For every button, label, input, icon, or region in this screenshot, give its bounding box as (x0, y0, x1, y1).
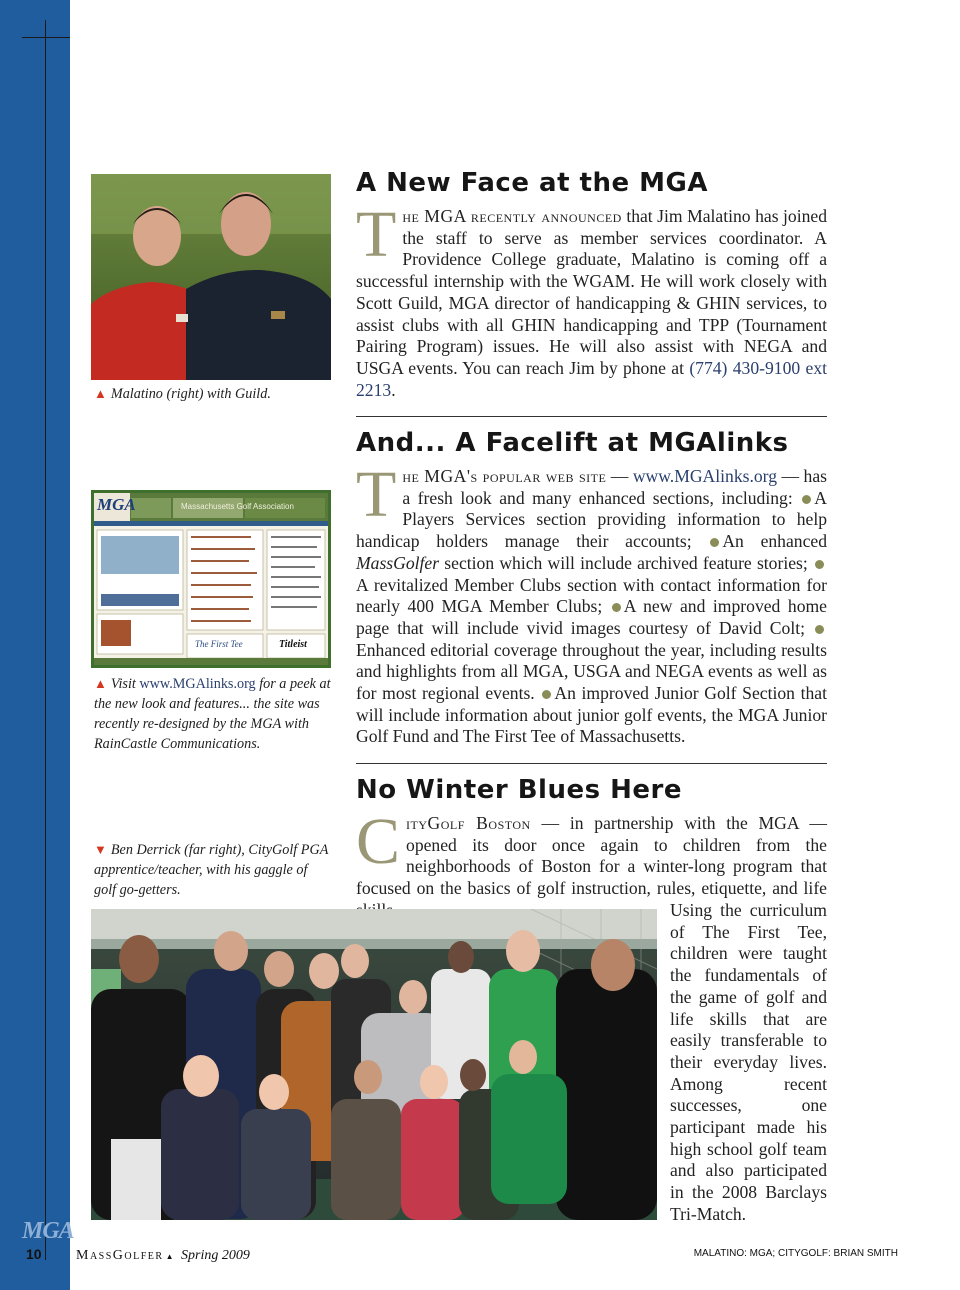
footer-brand: MassGolfer (76, 1248, 164, 1263)
article2-body (356, 458, 828, 748)
bullet-3: A revitalized Member Clubs section with contact information for nearly 400 MGA Member Clubs; (356, 574, 827, 617)
screenshot-logo: MGA (97, 495, 136, 514)
mga-logo: MGA (22, 1218, 74, 1244)
caption-malatino (94, 384, 334, 404)
bullet-6: An improved Junior Golf Section that will include information about junior golf events, the MGA Junior Golf Fund and The First Tee of Massachusetts. (356, 683, 827, 747)
article1-lead: he MGA recently announced (402, 206, 622, 226)
citygolf-group-photo (91, 909, 657, 1220)
section-divider (356, 416, 827, 417)
bullet-icon (815, 560, 824, 569)
caption-website (94, 674, 332, 754)
drop-cap: T (356, 198, 397, 271)
bullet-4: A new and improved home page that will include vivid images courtesy of David Colt; (356, 596, 827, 638)
bullet-icon (542, 690, 551, 699)
page-number: 10 (26, 1246, 42, 1262)
screenshot-titleist: Titleist (279, 639, 307, 650)
article2-url[interactable]: www.MGAlinks.org (632, 466, 778, 486)
caption-citygolf (94, 840, 332, 900)
crop-mark (22, 37, 70, 38)
triangle-down-icon: ▼ (94, 842, 107, 857)
caption-url: www.MGAlinks.org (139, 676, 256, 692)
photo-credit: MALATINO: MGA; CITYGOLF: BRIAN SMITH (693, 1248, 898, 1259)
bullet-icon (815, 625, 824, 634)
drop-cap: C (356, 805, 401, 878)
triangle-up-icon: ▲ (94, 676, 107, 691)
article1-text: that Jim Malatino has joined the staff to serve as member services coordinator. A Providence College graduate, Malatino is coming off a successful internship with the WGAM. He will work closely with Scott Guild, MGA director of handicapping & GHIN services, to assist clubs with all GHIN handicapping and TPP (Tournament Pairing Program) issues. He will also assist with NEGA and USGA events. You can reach Jim by phone at (356, 206, 827, 378)
crop-mark (45, 20, 46, 1260)
article3-lead: ityGolf Boston (406, 813, 531, 833)
bullet-icon (612, 603, 621, 612)
caption-text: Ben Derrick (far right), CityGolf PGA apprentice/teacher, with his gaggle of golf go-getters. (94, 842, 329, 898)
triangle-up-icon: ▲ (94, 386, 107, 401)
website-screenshot (91, 490, 331, 668)
bullet-2-pre: An enhanced (722, 531, 827, 552)
article2-lead: he MGA's popular web site (402, 466, 607, 486)
bullet-icon (802, 495, 811, 504)
article3-body-side: Using the curriculum of The First Tee, children were taught the fundamentals of the game of golf and life skills that are easily transferable to their everyday lives. Among recent successes, one participant made his high school golf team and also participated in the 2008 Barclays Tri-Match. (670, 900, 827, 1224)
bullet-5: Enhanced editorial coverage throughout the year, including results and highlights from all MGA, USGA and NEGA events as well as for most regional events. (356, 639, 827, 704)
drop-cap: T (356, 458, 397, 531)
article3-text: — in partnership with the MGA — opened its door once again to children from the neighborhoods of Boston for a winter-long program that focused on the basics of golf instruction, rules, etiquette, and life (356, 813, 827, 899)
article1-end: . (391, 379, 396, 400)
left-sidebar (0, 0, 70, 1290)
article1-title: A New Face at the MGA (356, 168, 709, 198)
article2-intro-post: — has a fresh look and many enhanced sections, including: (402, 466, 828, 508)
malatino-guild-photo (91, 174, 331, 380)
bullet-icon (710, 538, 719, 547)
footer-marker: ▲ (163, 1252, 174, 1261)
caption-post: for a peek at the new look and features... the site was recently re-designed by the MGA with RainCastle Communications. (94, 676, 331, 752)
article1-body (356, 198, 828, 401)
caption-pre: Visit (110, 676, 140, 692)
footer-season: Spring 2009 (181, 1248, 250, 1263)
bullet-2-post: section which will include archived feature stories; (439, 552, 808, 573)
screenshot-title: Massachusetts Golf Association (181, 502, 294, 511)
section-divider (356, 763, 827, 764)
article2-intro-pre: — (606, 466, 633, 486)
bullet-2-mag: MassGolfer (356, 552, 440, 573)
footer (76, 1248, 250, 1264)
caption-text: Malatino (right) with Guild. (110, 386, 271, 402)
screenshot-first-tee: The First Tee (195, 639, 243, 649)
article2-title: And... A Facelift at MGAlinks (356, 428, 789, 458)
article1-phone: (774) 430-9100 ext 2213 (356, 357, 828, 400)
article3-title: No Winter Blues Here (356, 775, 682, 805)
bullet-1: A Players Services section providing information to help handicap holders manage their accounts; (356, 487, 827, 552)
